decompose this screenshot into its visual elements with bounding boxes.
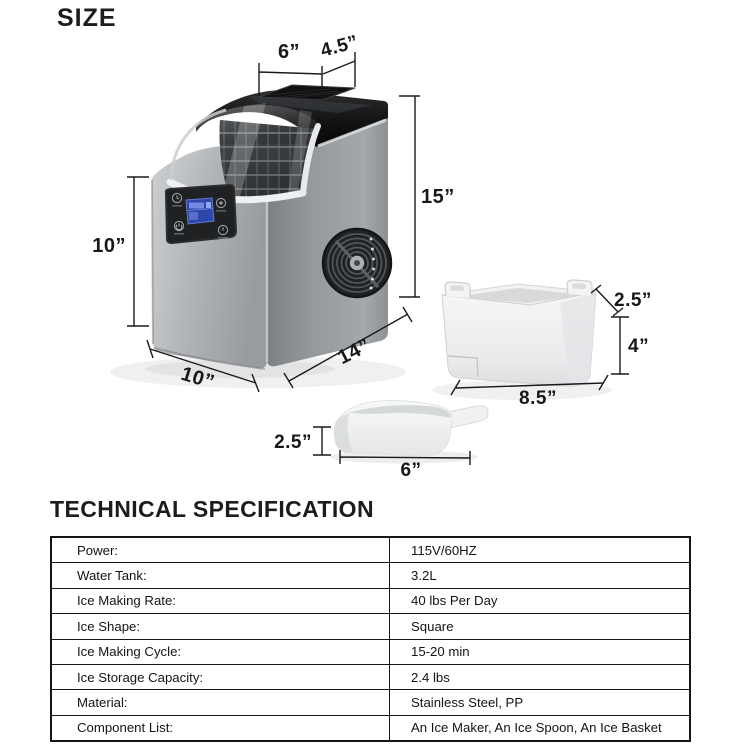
table-row xyxy=(51,715,690,741)
dim-basket-handle: 2.5” xyxy=(614,290,652,311)
spec-label: Power: xyxy=(51,537,390,563)
dim-base-width: 10” xyxy=(178,362,218,394)
lcd-segment xyxy=(206,202,211,208)
spec-heading: TECHNICAL SPECIFICATION xyxy=(50,496,374,522)
dim-top-depth: 4.5” xyxy=(318,31,361,62)
spec-value: 40 lbs Per Day xyxy=(390,588,691,613)
dim-front-height: 10” xyxy=(92,235,126,257)
table-row xyxy=(51,563,690,588)
table-row xyxy=(51,690,690,715)
size-heading: SIZE xyxy=(57,4,117,32)
spec-label: Ice Making Cycle: xyxy=(51,639,390,664)
dim-body-height: 15” xyxy=(421,186,455,208)
spec-value: 115V/60HZ xyxy=(390,537,691,563)
spec-value: 3.2L xyxy=(390,563,691,588)
spec-label: Ice Shape: xyxy=(51,614,390,639)
spec-value: Stainless Steel, PP xyxy=(390,690,691,715)
dim-basket-height: 4” xyxy=(628,336,650,357)
lcd-segment xyxy=(189,203,204,209)
spec-label: Component List: xyxy=(51,715,390,741)
left-edge-shade xyxy=(152,180,153,344)
table-row xyxy=(51,614,690,639)
control-panel xyxy=(166,185,236,243)
dim-scoop-length: 6” xyxy=(400,460,422,481)
dim-top-width: 6” xyxy=(277,41,301,63)
fan-vent xyxy=(323,229,391,297)
spec-value: 2.4 lbs xyxy=(390,664,691,689)
ice-maker xyxy=(152,85,391,369)
spec-value: Square xyxy=(390,614,691,639)
lcd-display xyxy=(186,198,214,224)
lcd-segment xyxy=(189,212,198,220)
spec-value: 15-20 min xyxy=(390,639,691,664)
dim-base-depth: 14” xyxy=(334,334,375,370)
spec-label: Ice Making Rate: xyxy=(51,588,390,613)
ice-scoop xyxy=(334,401,488,456)
dim-scoop-height: 2.5” xyxy=(274,432,312,453)
dim-basket-width: 8.5” xyxy=(519,388,557,409)
table-row xyxy=(51,639,690,664)
spec-label: Material: xyxy=(51,690,390,715)
ice-basket xyxy=(442,280,596,386)
spec-value: An Ice Maker, An Ice Spoon, An Ice Basket xyxy=(390,715,691,741)
table-row xyxy=(51,537,690,563)
spec-label: Water Tank: xyxy=(51,563,390,588)
spec-table xyxy=(50,536,691,742)
table-row xyxy=(51,588,690,613)
spec-label: Ice Storage Capacity: xyxy=(51,664,390,689)
table-row xyxy=(51,664,690,689)
